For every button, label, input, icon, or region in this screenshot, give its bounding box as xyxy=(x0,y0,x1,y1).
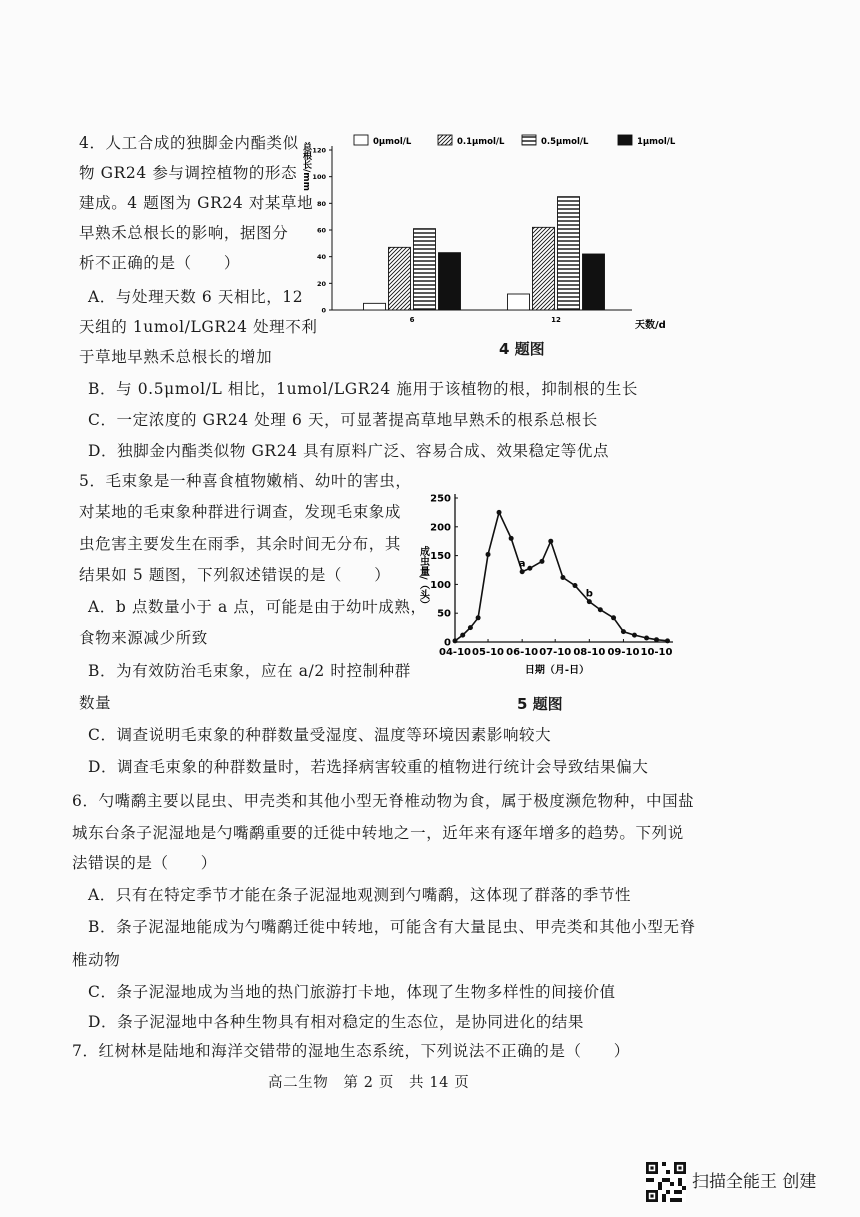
fig5-data-point xyxy=(460,633,465,638)
fig4-legend-swatch xyxy=(522,135,536,145)
fig5-data-point xyxy=(476,615,481,620)
q6-line-3: 法错误的是（ ） xyxy=(72,854,217,872)
q4-option-a-1: A．与处理天数 6 天相比，12 xyxy=(88,288,304,306)
q5-line-3: 虫危害主要发生在雨季，其余时间无分布，其 xyxy=(79,535,402,553)
fig4-bar xyxy=(508,294,530,310)
fig4-x-tick-label: 12 xyxy=(551,316,561,324)
fig5-data-point xyxy=(453,638,458,643)
fig4-bar xyxy=(583,254,605,310)
fig5-data-point xyxy=(520,569,525,574)
q4-option-c: C．一定浓度的 GR24 处理 6 天，可显著提高草地早熟禾的根系总根长 xyxy=(88,411,598,429)
fig5-data-point xyxy=(587,599,592,604)
fig5-x-tick-label: 10-10 xyxy=(640,647,673,658)
fig4-legend-label: 1μmol/L xyxy=(637,137,676,147)
fig4-legend-label: 0μmol/L xyxy=(373,137,412,147)
fig4-legend-swatch xyxy=(438,135,452,145)
q5-line-2: 对某地的毛束象种群进行调查，发现毛束象成 xyxy=(79,503,402,521)
fig5-data-point xyxy=(611,615,616,620)
fig5-y-tick-label: 50 xyxy=(437,608,451,620)
fig5-x-tick-label: 07-10 xyxy=(539,647,572,658)
fig5-data-point xyxy=(509,536,514,541)
fig5-line-chart xyxy=(405,488,680,680)
fig5-data-point xyxy=(644,635,649,640)
q6-line-1: 6．勺嘴鹬主要以昆虫、甲壳类和其他小型无脊椎动物为食，属于极度濒危物种，中国盐 xyxy=(72,792,695,810)
q4-option-b: B．与 0.5μmol/L 相比，1umol/LGR24 施用于该植物的根，抑制根的生长 xyxy=(88,380,638,398)
fig4-bar xyxy=(533,227,555,310)
fig5-data-point xyxy=(539,559,544,564)
fig5-x-tick-label: 09-10 xyxy=(607,647,640,658)
fig4-y-tick-label: 20 xyxy=(316,279,326,288)
fig4-bar xyxy=(439,253,461,310)
q6-line-2: 城东台条子泥湿地是勺嘴鹬重要的迁徙中转地之一，近年来有逐年增多的趋势。下列说 xyxy=(72,824,684,842)
fig4-caption: 4 题图 xyxy=(499,340,545,358)
fig4-legend-label: 0.1μmol/L xyxy=(457,137,505,147)
q5-option-a-2: 食物来源减少所致 xyxy=(79,629,208,647)
q6-option-c: C．条子泥湿地成为当地的热门旅游打卡地，体现了生物多样性的间接价值 xyxy=(88,983,616,1001)
fig5-y-tick-label: 100 xyxy=(430,579,451,591)
q6-option-d: D．条子泥湿地中各种生物具有相对稳定的生态位，是协同进化的结果 xyxy=(88,1013,585,1031)
fig4-y-tick-label: 0 xyxy=(321,306,326,315)
fig4-y-tick-label: 40 xyxy=(316,253,326,262)
q5-option-b-1: B．为有效防治毛束象，应在 a/2 时控制种群 xyxy=(88,662,411,680)
fig4-y-tick-label: 60 xyxy=(316,226,326,235)
fig4-y-tick-label: 120 xyxy=(312,146,326,155)
fig4-legend-swatch xyxy=(354,135,368,145)
q4-line-5: 析不正确的是（ ） xyxy=(79,254,241,272)
fig5-data-point xyxy=(548,539,553,544)
fig5-annotation: b xyxy=(585,588,593,600)
fig5-data-point xyxy=(497,510,502,515)
q6-option-b-1: B．条子泥湿地能成为勺嘴鹬迁徙中转地，可能含有大量昆虫、甲壳类和其他小型无脊 xyxy=(88,918,696,936)
fig4-legend-swatch xyxy=(618,135,632,145)
fig5-y-label: 成虫量/（头） xyxy=(417,546,429,610)
fig4-bar xyxy=(364,303,386,310)
scanner-watermark: 扫描全能王 创建 xyxy=(692,1172,817,1192)
fig4-x-label: 天数/d xyxy=(635,320,666,331)
fig4-bar xyxy=(414,229,436,310)
fig5-y-tick-label: 250 xyxy=(430,493,451,505)
fig5-data-point xyxy=(665,638,670,643)
fig5-x-tick-label: 04-10 xyxy=(439,647,471,658)
fig4-legend-label: 0.5μmol/L xyxy=(541,137,589,147)
q4-option-d: D．独脚金内酯类似物 GR24 具有原料广泛、容易合成、效果稳定等优点 xyxy=(88,442,610,460)
fig4-y-tick-label: 100 xyxy=(312,173,326,182)
page-footer: 高二生物 第 2 页 共 14 页 xyxy=(268,1075,470,1091)
fig5-data-point xyxy=(621,629,626,634)
fig4-bar xyxy=(389,247,411,310)
fig5-x-tick-label: 08-10 xyxy=(573,647,606,658)
fig4-bar-chart xyxy=(290,128,690,338)
fig5-data-point xyxy=(573,583,578,588)
fig5-y-tick-label: 0 xyxy=(444,637,451,649)
q4-line-4: 早熟禾总根长的影响，据图分 xyxy=(79,224,289,242)
q5-line-1: 5．毛束象是一种喜食植物嫩梢、幼叶的害虫， xyxy=(79,472,412,490)
q4-line-1: 4．人工合成的独脚金内酯类似 xyxy=(79,134,299,152)
q5-option-a-1: A．b 点数量小于 a 点，可能是由于幼叶成熟， xyxy=(88,598,427,616)
fig5-data-point xyxy=(486,552,491,557)
fig4-x-tick-label: 6 xyxy=(409,316,415,324)
fig5-x-tick-label: 05-10 xyxy=(472,647,505,658)
q4-option-a-2: 天组的 1umol/LGR24 处理不利 xyxy=(79,318,318,336)
fig4-y-label: 总根长/mm xyxy=(301,142,311,192)
fig5-data-point xyxy=(527,566,532,571)
q5-option-b-2: 数量 xyxy=(79,694,112,712)
fig5-x-tick-label: 06-10 xyxy=(506,647,539,658)
q7-line-1: 7．红树林是陆地和海洋交错带的湿地生态系统，下列说法不正确的是（ ） xyxy=(72,1042,630,1060)
fig5-caption: 5 题图 xyxy=(517,695,563,713)
q4-line-2: 物 GR24 参与调控植物的形态 xyxy=(79,164,298,182)
fig5-x-label: 日期（月-日） xyxy=(524,665,590,676)
qr-code-icon xyxy=(646,1162,686,1202)
q5-line-4: 结果如 5 题图，下列叙述错误的是（ ） xyxy=(79,566,391,584)
fig5-data-point xyxy=(468,625,473,630)
q4-option-a-3: 于草地早熟禾总根长的增加 xyxy=(79,348,273,366)
fig5-data-point xyxy=(598,607,603,612)
fig5-y-tick-label: 150 xyxy=(430,551,451,563)
q4-line-3: 建成。4 题图为 GR24 对某草地 xyxy=(79,194,314,212)
q5-option-c: C．调查说明毛束象的种群数量受湿度、温度等环境因素影响较大 xyxy=(88,726,552,744)
fig5-data-point xyxy=(654,637,659,642)
q6-option-b-2: 椎动物 xyxy=(72,951,121,969)
fig5-data-point xyxy=(632,633,637,638)
q6-option-a: A．只有在特定季节才能在条子泥湿地观测到勺嘴鹬，这体现了群落的季节性 xyxy=(88,886,632,904)
fig5-annotation: a xyxy=(518,558,526,570)
q5-option-d: D．调查毛束象的种群数量时，若选择病害较重的植物进行统计会导致结果偏大 xyxy=(88,758,649,776)
fig4-y-tick-label: 80 xyxy=(316,199,326,208)
fig5-data-point xyxy=(560,575,565,580)
fig4-bar xyxy=(558,197,580,310)
fig5-y-tick-label: 200 xyxy=(430,522,451,534)
